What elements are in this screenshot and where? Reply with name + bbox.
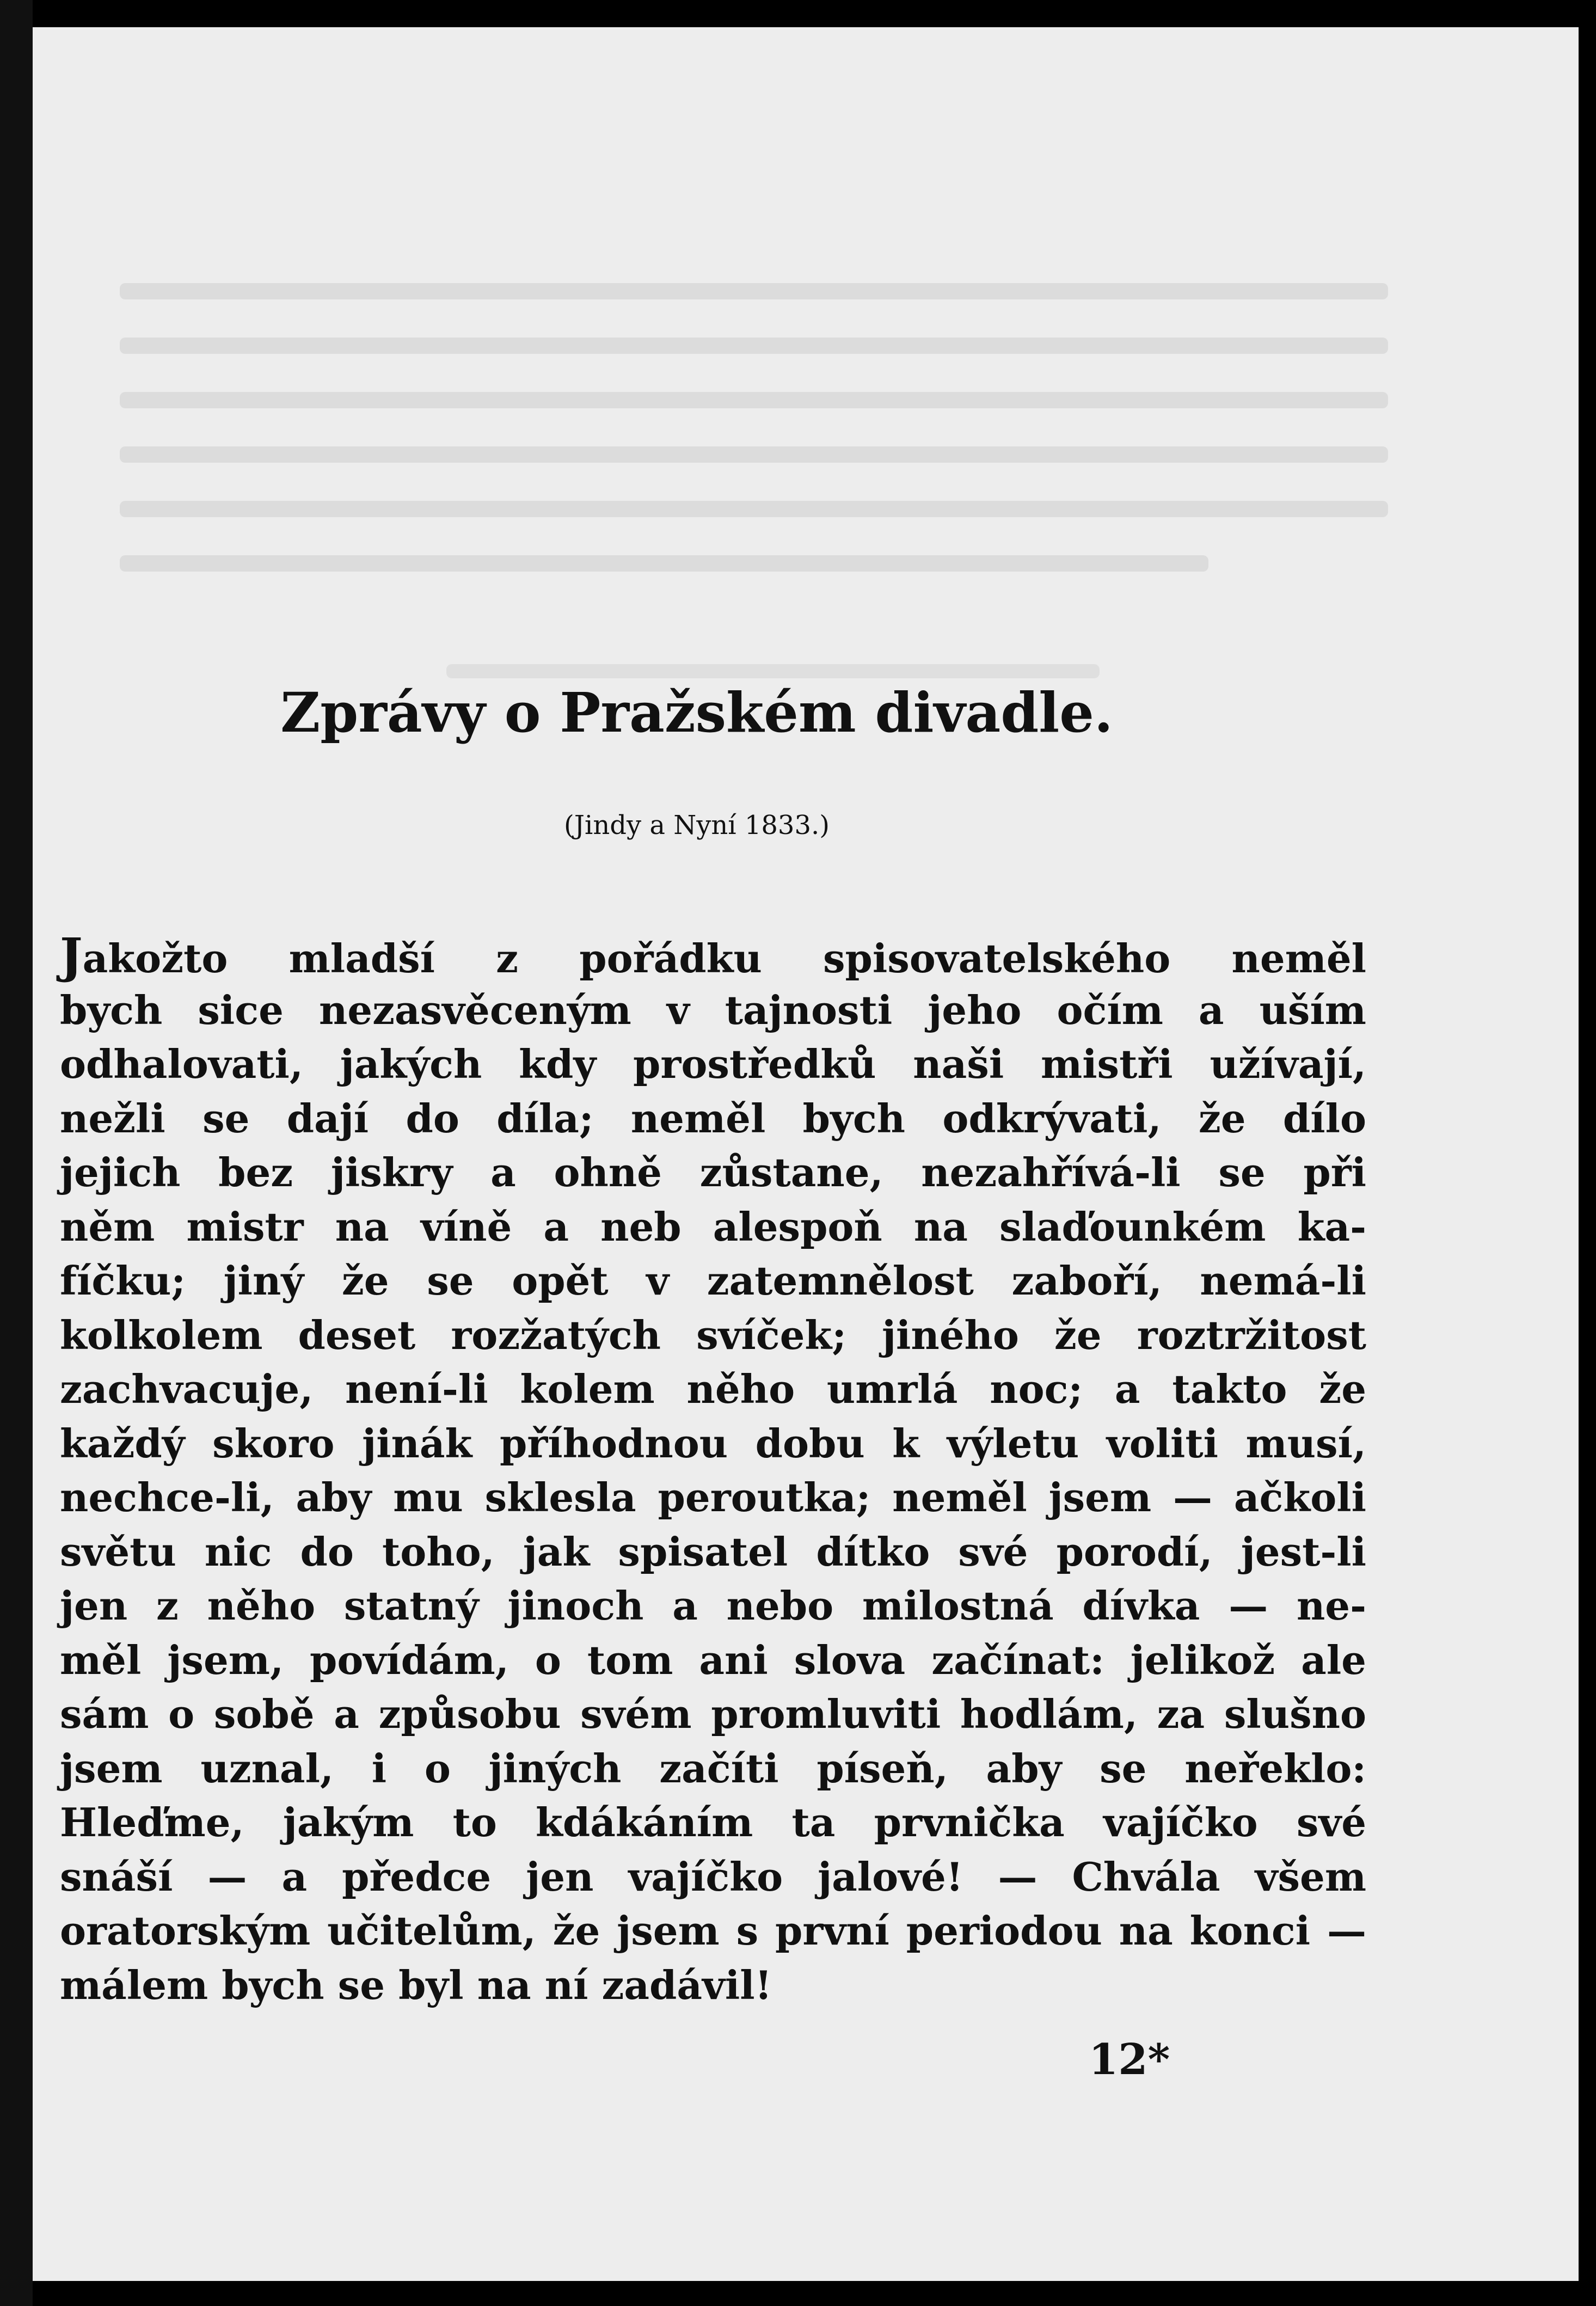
article-title: Zprávy o Pražském divadle.	[280, 680, 1113, 745]
left-binding-edge	[0, 0, 33, 2306]
article-subtitle: (Jindy a Nyní 1833.)	[564, 810, 830, 841]
text-line: snáší — a předce jen vajíčko jalové! — Chvála všem	[60, 1853, 1366, 1900]
text-line: málem bych se byl na ní zadávil!	[60, 1961, 772, 2008]
text-line: bych sice nezasvěceným v tajnosti jeho očím a uším	[60, 986, 1366, 1033]
text-line: fíčku; jiný že se opět v zatemnělost zaboří, nemá-li	[60, 1258, 1366, 1304]
text-line: nechce-li, aby mu sklesla peroutka; neměl jsem — ačkoli	[60, 1474, 1366, 1520]
text-line: světu nic do toho, jak spisatel dítko své porodí, jest-li	[60, 1528, 1366, 1575]
text-line: odhalovati, jakých kdy prostředků naši mistři užívají,	[60, 1041, 1366, 1087]
text-line: Hleďme, jakým to kdákáním ta prvnička vajíčko své	[60, 1799, 1366, 1845]
text-line: jejich bez jiskry a ohně zůstane, nezahřívá-li se při	[60, 1149, 1366, 1195]
text-line: nežli se dají do díla; neměl bych odkrývati, že dílo	[60, 1095, 1366, 1142]
text-line: oratorským učitelům, že jsem s první periodou na konci —	[60, 1908, 1366, 1954]
article-body	[60, 929, 1366, 2012]
text-line: něm mistr na víně a neb alespoň na slaďounkém ka-	[60, 1203, 1366, 1250]
book-page	[33, 27, 1579, 2281]
bleed-through-texture	[120, 283, 1388, 647]
text-line: sám o sobě a způsobu svém promluviti hodlám, za slušno	[60, 1691, 1366, 1737]
text-line: jen z něho statný jinoch a nebo milostná dívka — ne-	[60, 1583, 1366, 1629]
text-line: jsem uznal, i o jiných začíti píseň, aby se neřeklo:	[60, 1745, 1366, 1792]
text-line: měl jsem, povídám, o tom ani slova začínat: jelikož ale	[60, 1636, 1366, 1683]
bleed-through-lines	[120, 283, 1388, 631]
text-line: kolkolem deset rozžatých svíček; jiného že roztržitost	[60, 1311, 1366, 1358]
text-line: zachvacuje, není-li kolem něho umrlá noc; a takto že	[60, 1366, 1366, 1412]
page-number: 12*	[1089, 2035, 1170, 2084]
text-line: každý skoro jinák příhodnou dobu k výletu voliti musí,	[60, 1420, 1366, 1467]
text-line: Jakožto mladší z pořádku spisovatelského neměl	[60, 927, 1366, 984]
drop-initial: J	[60, 927, 83, 984]
